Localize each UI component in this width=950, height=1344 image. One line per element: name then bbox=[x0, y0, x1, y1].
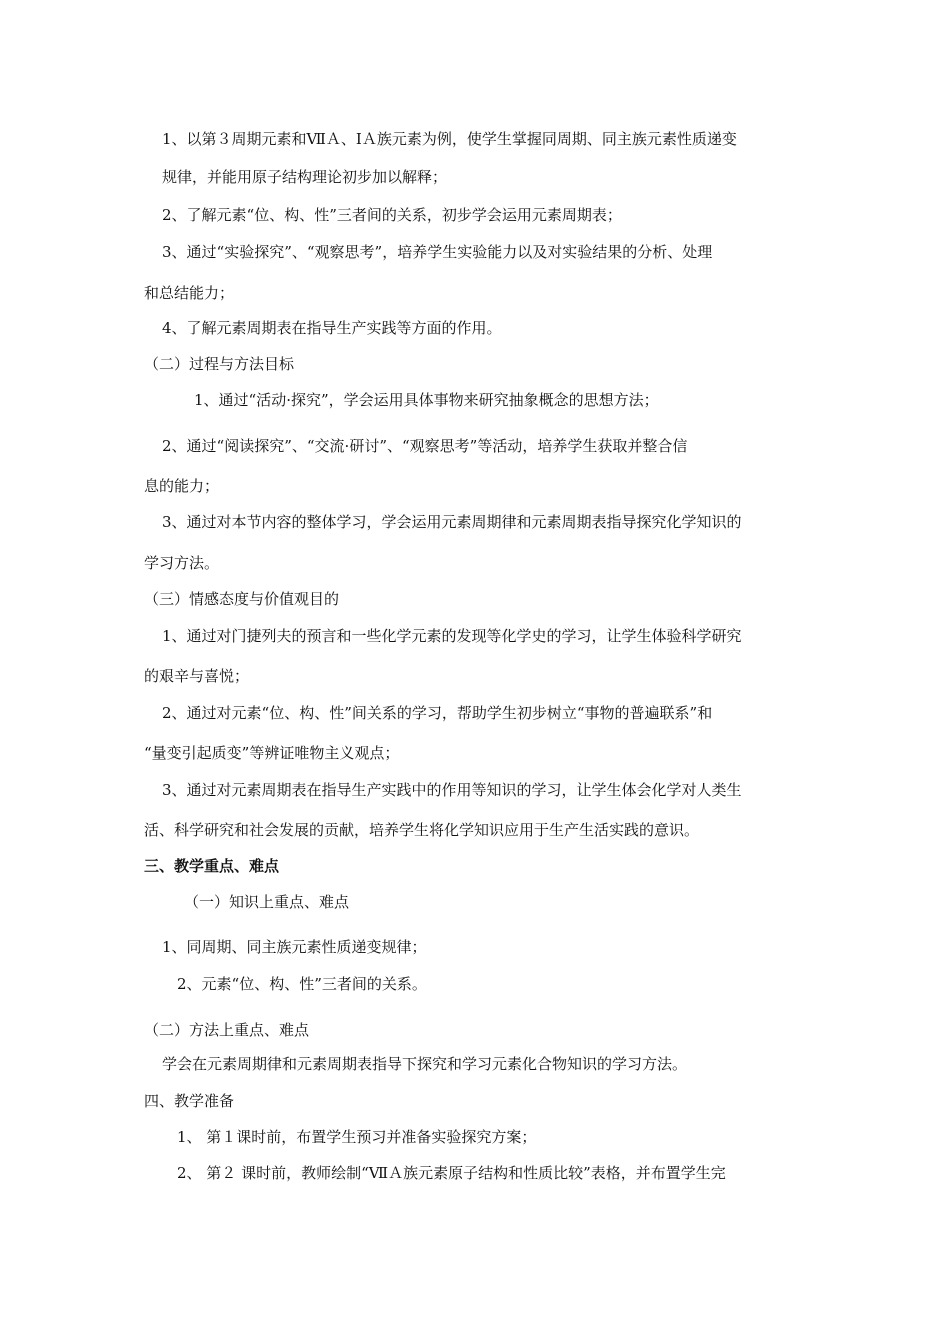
section-heading: 四、教学准备 bbox=[144, 1092, 235, 1110]
text-line: 2、通过“阅读探究”、“交流·研讨”、“观察思考”等活动，培养学生获取并整合信 bbox=[162, 437, 688, 455]
section-heading: （二）方法上重点、难点 bbox=[144, 1021, 310, 1039]
text-line: 2、 第２ 课时前，教师绘制“ⅦＡ族元素原子结构和性质比较”表格，并布置学生完 bbox=[177, 1164, 726, 1182]
text-line: 2、了解元素“位、构、性”三者间的关系，初步学会运用元素周期表； bbox=[162, 206, 622, 224]
text-line: 息的能力； bbox=[144, 477, 220, 495]
text-line: 学习方法。 bbox=[144, 554, 220, 572]
text-line: 1、 第１课时前，布置学生预习并准备实验探究方案； bbox=[177, 1128, 537, 1146]
text-line: 1、以第３周期元素和ⅦＡ、ⅠＡ族元素为例，使学生掌握同周期、同主族元素性质递变 bbox=[162, 130, 737, 148]
text-line: 1、同周期、同主族元素性质递变规律； bbox=[162, 938, 427, 956]
text-line: 4、了解元素周期表在指导生产实践等方面的作用。 bbox=[162, 319, 502, 337]
text-line: 3、通过对元素周期表在指导生产实践中的作用等知识的学习，让学生体会化学对人类生 bbox=[162, 781, 742, 799]
section-heading: （二）过程与方法目标 bbox=[144, 355, 295, 373]
section-heading: （三）情感态度与价值观目的 bbox=[144, 590, 340, 608]
text-line: 1、通过对门捷列夫的预言和一些化学元素的发现等化学史的学习，让学生体验科学研究 bbox=[162, 627, 742, 645]
section-heading: （一）知识上重点、难点 bbox=[184, 893, 350, 911]
text-line: 1、通过“活动·探究”，学会运用具体事物来研究抽象概念的思想方法； bbox=[194, 391, 659, 409]
text-line: 规律，并能用原子结构理论初步加以解释； bbox=[162, 168, 448, 186]
text-line: 2、通过对元素“位、构、性”间关系的学习，帮助学生初步树立“事物的普遍联系”和 bbox=[162, 704, 713, 722]
section-heading-bold: 三、教学重点、难点 bbox=[144, 857, 280, 875]
text-line: 活、科学研究和社会发展的贡献，培养学生将化学知识应用于生产生活实践的意识。 bbox=[144, 821, 700, 839]
text-line: 3、通过“实验探究”、“观察思考”，培养学生实验能力以及对实验结果的分析、处理 bbox=[162, 243, 713, 261]
text-line: 的艰辛与喜悦； bbox=[144, 667, 250, 685]
text-line: 学会在元素周期律和元素周期表指导下探究和学习元素化合物知识的学习方法。 bbox=[162, 1055, 688, 1073]
text-line: 2、元素“位、构、性”三者间的关系。 bbox=[177, 975, 427, 993]
text-line: 3、通过对本节内容的整体学习，学会运用元素周期律和元素周期表指导探究化学知识的 bbox=[162, 513, 742, 531]
text-line: “量变引起质变”等辨证唯物主义观点； bbox=[144, 744, 400, 762]
text-line: 和总结能力； bbox=[144, 284, 235, 302]
